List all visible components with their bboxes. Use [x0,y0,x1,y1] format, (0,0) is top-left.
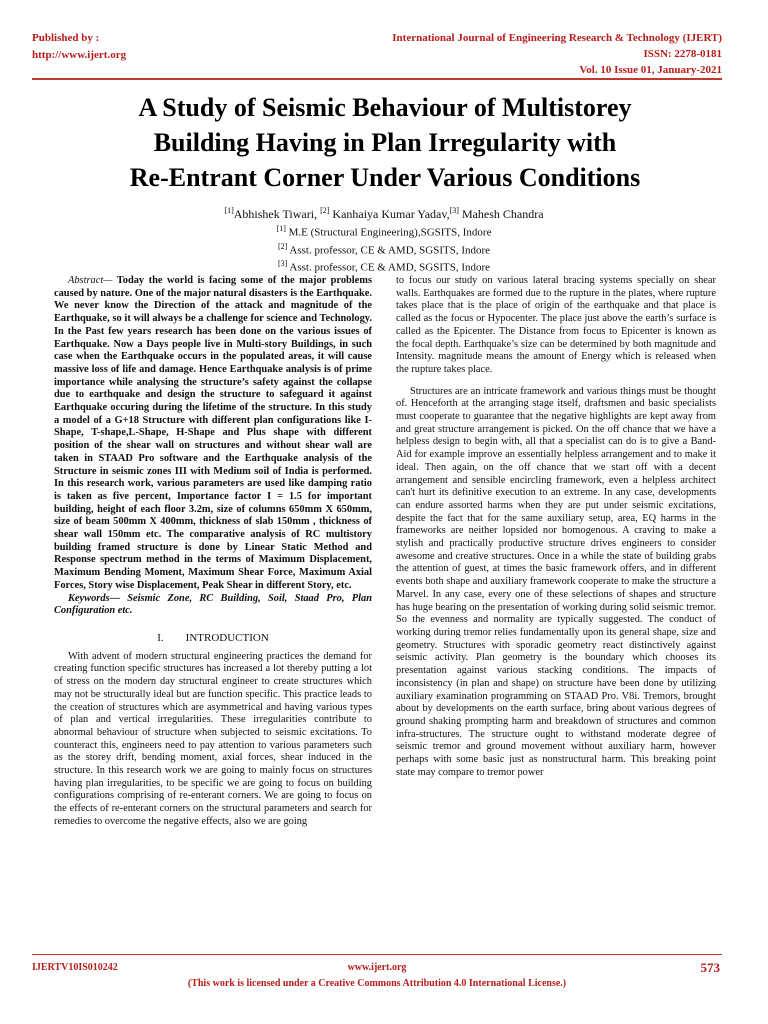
abstract-text: Today the world is facing some of the major problems caused by nature. One of the major natural disasters is the Earthquake. We never know the Direction of the attack and magnitude of the Earthquake, so it will always be a challenge for science and Technology. In the Past few years research has been done on the various issues of Earthquake. Now a Days people live in Multi-story Buildings, in such case when the Earthquake occurs in the populated areas, it will cause massive loss of life and damage. Hence Earthquake analysis is of prime importance while analysing the structure’s safety against the collapse due to earthquake and design the structure to safeguard it against Earthquake occuring during the lifetime of the structure. In this study a model of a G+18 Structure with different plan configurations like I-Shape, T-shape,L-Shape, H-Shape and Plus shape with different position of the shear wall on structures and without shear wall are taken in STAAD Pro software and the Earthquake analysis of the Structure in seismic zones III with Medium soil of India is performed. In this research work, various parameters are used like damping ratio is taken as five percent, Importance factor I = 1.5 for important building, height of each floor 3.2m, size of columns 650mm X 650mm, size of beam 500mm X 400mm, thickness of slab 150mm , thickness of shear wall 150mm etc. The comparative analysis of RC multistory building framed structure is done by Linear Static Method and Response spectrum method in the terms of Maximum Displacement, Maximum Bending Moment, Maximum Shear Force, Maximum Axial Forces, Story wise Displacement, Peak Shear in different Story, etc. [54,275,372,591]
affiliation-2: [2] Asst. professor, CE & AMD, SGSITS, Indore [277,241,491,257]
section-number: I. [157,631,164,644]
journal-block [392,30,722,78]
abstract [54,275,372,593]
affiliation-1: [1] M.E (Structural Engineering),SGSITS, Indore [276,224,492,239]
paper-id: IJERTV10IS010242 [32,962,118,973]
publisher-label: Published by : [32,32,100,44]
right-column [396,275,716,779]
license-note: (This work is licensed under a Creative Commons Attribution 4.0 International License.) [187,978,567,989]
paper-title [40,90,730,195]
publisher-block [32,30,126,64]
affiliation-3: [3] Asst. professor, CE & AMD, SGSITS, Indore [277,259,491,274]
issn: ISSN: 2278-0181 [643,48,722,60]
volume-issue: Vol. 10 Issue 01, January-2021 [579,64,722,76]
section-heading [54,632,372,645]
footer-rule [32,954,722,955]
title-line: A Study of Seismic Behaviour of Multistorey [138,93,632,122]
page-header [0,30,768,80]
title-line: Building Having in Plan Irregularity with [153,128,617,157]
left-column [54,275,372,829]
title-line: Re-Entrant Corner Under Various Conditions [129,163,641,192]
section-title: INTRODUCTION [185,631,269,644]
body-paragraph: Structures are an intricate framework and various things must be thought of. Henceforth at the arranging stage itself, draftsmen and basic specialists must cooperate to guarantee that the negative highlights are kept away from and great structure arrangement is picked. On the off chance that we have a helpless design to begin with, all that a specialist can do is to give a Band-Aid for example improve an essentially helpless arrangement and to make it ideal. Then again, on the off chance that we start off with a decent arrangement and sensible encircling framework, even a helpless architect can't hurt its definitive execution to an extreme. In any case, developments can endure assorted harms when they are put under seismic excitations, despite the fact that for the same auxiliary setup, area, EQ harms in the frameworks are neither lopsided nor homogenous. A craving to make a stylish and practically productive structure drives engineers to consider awesome and creative structures. Once in a while the state of building grabs the attention of guest, at times the basic framework offers, and in different events both shape and auxiliary framework cooperate to make the structure a Marvel. In any case, every one of these selections of shapes and structure has huge bearing on the presentation of working during solid seismic tremor. So the evenness and normality are typically suggested. The conduct of working during tremor relies fundamentally upon its general shape, size and geometry. Structures with sporadic geometry react distinctively against seismic activity. Plan geometry is the boundary which chooses its presentation against various stacking conditions. The impacts of inconsistency (in plan and shape) on structure have been done by utilizing auxiliary examination programming on STAAD Pro. V8i. Tremors, brought about by developments on the earth surface, bring about various degrees of ground shaking prompting harm and breakdown of structures and common infra-structures. The structure ought to withstand moderate degree of seismic tremor and ground movement without auxiliary harm, however perhaps with some basic just as nonstructural harm. This breaking point state may compare to tremor power [396,385,716,778]
intro-paragraph: With advent of modern structural engineering practices the demand for creating function specific structures has increased a lot thereby putting a lot of stress on the modern day structural engineer to create structures which may not be structurally ideal but are function specific. This practice leads to the creation of structures which are asymmetrical and having various types of plan and vertical irregularities. These irregularities contribute to abnormal behaviour of structure when subjected to seismic excitations. To counteract this, engineers need to pay attention to various parameters such as the storey drift, bending moment, axial forces, shear induced in the structure. In this research work we are going to mainly focus on structures having plan irregularities, to be specific we are going to focus on building configurations comprising of re-enterant corners. We are going to focus on the effects of re-enterant corners on the structural parameters and search for remedies to overcome the negative effects, also we are going [54,650,372,827]
footer-site[interactable]: www.ijert.org [347,962,407,973]
header-rule [32,78,722,80]
page-number: 573 [700,960,720,975]
abstract-label: Abstract— [68,275,113,286]
body-paragraph: to focus our study on various lateral bracing systems specially on shear walls. Earthquakes are formed due to the rupture in the plates, where rupture takes place that is the place of origin of the earthquake and that place is called as the focus or Hypocenter. The place just above the earth’s surface is called as the Epicenter. The Distance from focus to Epicenter is known as the focal depth. Earthquake’s size can be determined by both magnitude and Intensity. magnitude means the amount of Energy which is released when the rupture takes place. [396,275,716,375]
author-names: [1]Abhishek Tiwari, [2] Kanhaiya Kumar Yadav,[3] Mahesh Chandra [224,206,544,221]
publisher-url[interactable]: http://www.ijert.org [32,49,127,61]
keywords: Keywords— Seismic Zone, RC Building, Soil, Staad Pro, Plan Configuration etc. [54,592,372,617]
journal-name: International Journal of Engineering Research & Technology (IJERT) [392,32,722,44]
page-footer [32,960,722,1000]
author-block [0,203,768,275]
